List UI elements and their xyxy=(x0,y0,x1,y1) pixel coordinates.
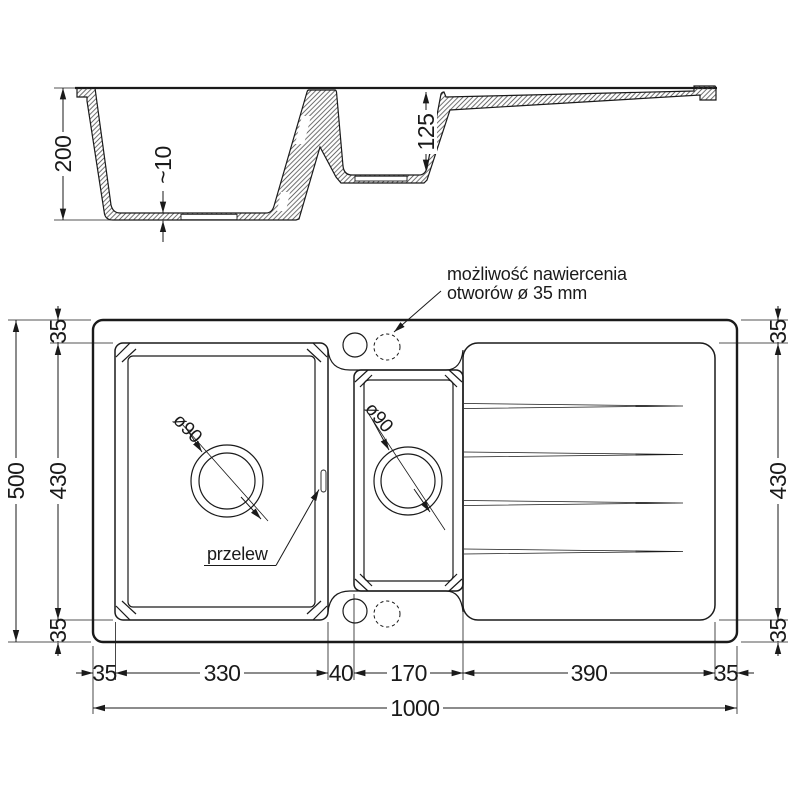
small-bowl xyxy=(354,370,463,591)
small-drain-diameter-dim xyxy=(360,399,445,530)
dim-small-bowl-depth xyxy=(413,92,439,171)
dim-35-left: 35 xyxy=(92,660,117,686)
main-drain-diameter-dim xyxy=(168,410,268,521)
overflow-callout xyxy=(204,490,319,566)
small-bowl-drain-recess xyxy=(355,176,407,181)
small-drain-inner xyxy=(381,454,435,508)
drainboard xyxy=(463,343,715,620)
drill-hole-annotation xyxy=(394,264,628,332)
dim-1000-label: 1000 xyxy=(390,695,440,721)
dim-35-right: 35 xyxy=(713,660,739,686)
main-drain-outer xyxy=(191,445,263,517)
faucet-hole-bottom xyxy=(343,599,367,623)
dim-125-label: 125 xyxy=(413,113,439,151)
main-bowl xyxy=(115,343,328,620)
right-dimensions xyxy=(719,306,791,656)
overflow-slot xyxy=(321,470,326,492)
main-drain-inner xyxy=(199,453,255,509)
dim-right-35-top: 35 xyxy=(765,319,791,344)
small-drain-outer xyxy=(374,447,442,515)
drainboard-groove xyxy=(464,404,683,409)
section-view xyxy=(50,86,717,242)
faucet-hole-top xyxy=(343,333,367,357)
dim-left-430: 430 xyxy=(45,462,71,500)
dim-500-label: 500 xyxy=(3,462,29,500)
dim-390: 390 xyxy=(570,660,608,686)
top-deck-edge xyxy=(328,350,463,370)
bottom-dimensions xyxy=(76,594,754,721)
dim-40: 40 xyxy=(328,660,354,686)
drainboard-groove xyxy=(464,452,683,457)
plan-view xyxy=(3,264,791,721)
optional-hole-top xyxy=(374,334,400,360)
dim-10-label: ~10 xyxy=(150,146,176,184)
overflow-label: przelew xyxy=(207,544,268,564)
dim-left-35-top: 35 xyxy=(45,319,71,344)
drainboard-groove xyxy=(464,501,683,506)
left-dimensions xyxy=(3,306,113,656)
dim-depth-total xyxy=(50,88,232,220)
drainboard-groove xyxy=(464,549,683,554)
dim-bottom-thickness xyxy=(150,146,176,242)
dim-right-35-bottom: 35 xyxy=(765,618,791,643)
dim-330: 330 xyxy=(203,660,241,686)
sink-outline xyxy=(93,320,737,642)
optional-hole-bottom xyxy=(374,601,400,627)
dim-200-label: 200 xyxy=(50,135,76,173)
dim-170: 170 xyxy=(390,660,427,686)
main-bowl-drain-recess xyxy=(181,214,237,219)
annotation-line2: otworów ø 35 mm xyxy=(447,283,588,303)
annotation-line1: możliwość nawiercenia xyxy=(447,264,627,284)
main-drain-label: ø90 xyxy=(168,409,206,448)
dim-right-430: 430 xyxy=(765,462,791,500)
dim-left-35-bottom: 35 xyxy=(45,618,71,643)
small-drain-label: ø90 xyxy=(360,398,397,437)
